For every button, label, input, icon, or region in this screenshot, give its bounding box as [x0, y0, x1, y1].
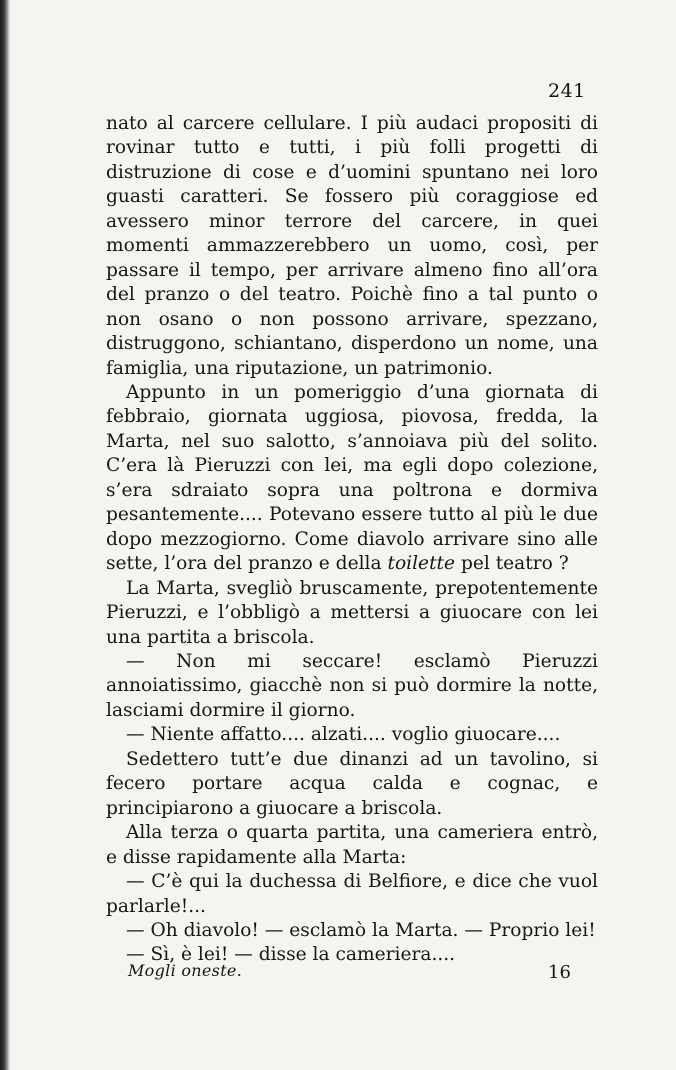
- body-text: [106, 112, 598, 968]
- dialogue-line: — Non mi seccare! esclamò Pieruzzi annoiatissimo, giacchè non si può dormire la notte, lasciami dormire il giorno.: [106, 650, 598, 721]
- printer-signature-mark: 16: [548, 962, 571, 983]
- paragraph: Alla terza o quarta partita, una cameriera entrò, e disse rapidamente alla Marta:: [106, 822, 598, 868]
- book-spine-shadow: [0, 0, 10, 1070]
- dialogue-line: — C’è qui la duchessa di Belfiore, e dice che vuol parlarle!...: [106, 871, 598, 917]
- paragraph-text: pel teatro ?: [460, 553, 569, 575]
- running-footer-title: Mogli oneste.: [128, 961, 243, 980]
- dialogue-line: — Oh diavolo! — esclamò la Marta. — Proprio lei!: [126, 919, 596, 941]
- dialogue-line: — Niente affatto.... alzati.... voglio giuocare....: [126, 724, 561, 746]
- page-number: 241: [548, 80, 586, 102]
- dialogue-line: — Sì, è lei! — disse la cameriera....: [126, 944, 456, 966]
- paragraph-text: Appunto in un pomeriggio d’una giornata di febbraio, giornata uggiosa, piovosa, fredda, la Marta, nel suo salotto, s’annoiava più del solito. C’era là Pieruzzi con lei, ma egli dopo colezione, s’era sdraiato sopra una poltrona e dormiva pesantemente.... Potevano essere tutto al più le due dopo mezzogiorno. Come diavolo arrivare sino alle sette, l’ora del pranzo e della: [106, 381, 598, 575]
- paragraph: [106, 381, 598, 577]
- italic-word: toilette: [387, 553, 456, 575]
- paragraph: Sedettero tutt’e due dinanzi ad un tavolino, si fecero portare acqua calda e cognac, e principiarono a giuocare a briscola.: [106, 748, 598, 819]
- paragraph: La Marta, svegliò bruscamente, prepotentemente Pieruzzi, e l’obbligò a mettersi a giuocare con lei una partita a briscola.: [106, 577, 598, 648]
- paragraph-continuation: nato al carcere cellulare. I più audaci propositi di rovinar tutto e tutti, i più folli progetti di distruzione di cose e d’uomini spuntano nei loro guasti caratteri. Se fossero più coraggiose ed avessero minor terrore del carcere, in quei momenti ammazzerebbero un uomo, così, per passare il tempo, per arrivare almeno fino all’ora del pranzo o del teatro. Poichè fino a tal punto o non osano o non possono arrivare, spezzano, distruggono, schiantano, disperdono un nome, una famiglia, una riputazione, un patrimonio.: [106, 113, 598, 379]
